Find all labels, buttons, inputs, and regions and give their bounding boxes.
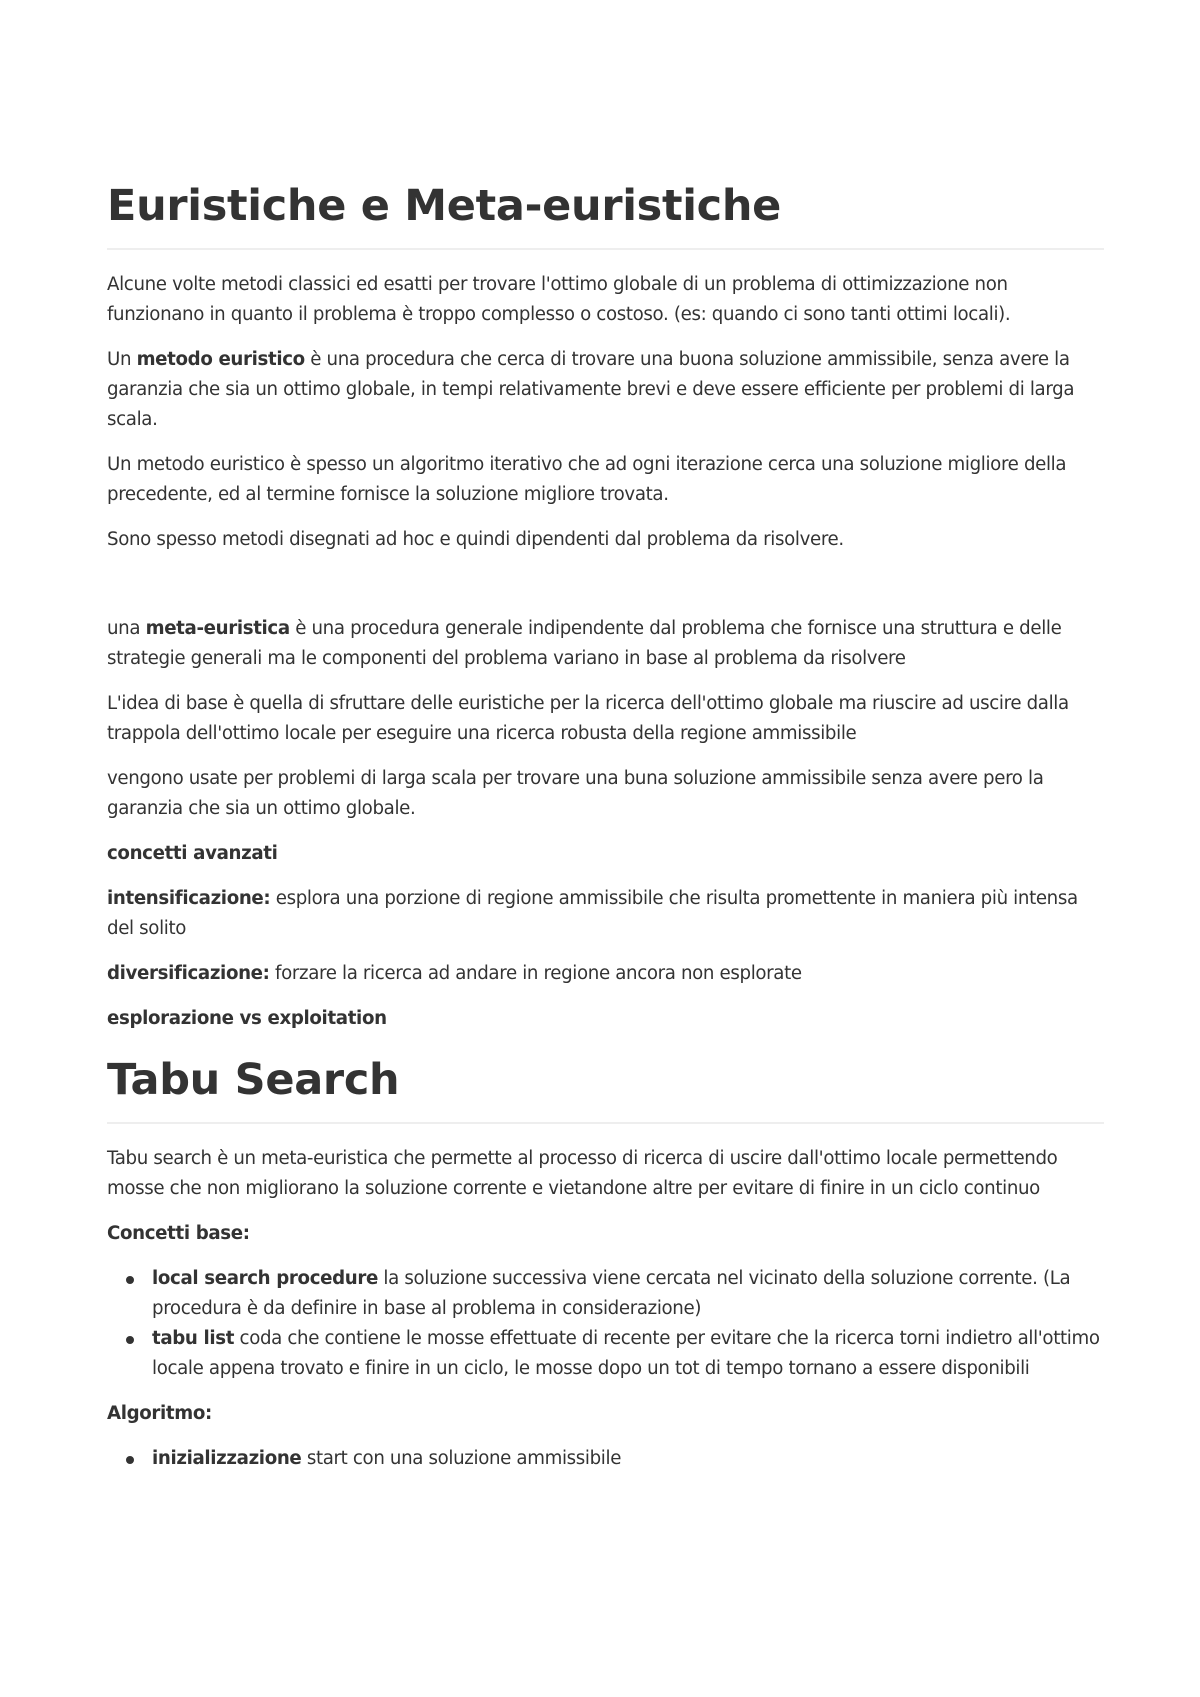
iterative-paragraph: Un metodo euristico è spesso un algoritmo iterativo che ad ogni iterazione cerca una soluzione migliore della precedente, ed al termine fornisce la soluzione migliore trovata. — [107, 454, 1067, 505]
exploration-text: esplorazione vs exploitation — [107, 1008, 387, 1029]
diversification-text: forzare la ricerca ad andare in regione ancora non esplorate — [269, 963, 802, 984]
initialization-text: start con una soluzione ammissibile — [301, 1448, 622, 1469]
tabu-list-term: tabu list — [152, 1328, 235, 1349]
idea-paragraph: L'idea di base è quella di sfruttare delle euristiche per la ricerca dell'ottimo globale ma riuscire ad uscire dalla trappola dell'ottimo locale per eseguire una ricerca robusta della regione ammissibile — [107, 693, 1069, 744]
base-concepts-label — [107, 1219, 1104, 1249]
diversification-term: diversificazione: — [107, 963, 270, 984]
list-item — [152, 1444, 1104, 1474]
usage-paragraph: vengono usate per problemi di larga scala per trovare una buna soluzione ammissibile senza avere pero la garanzia che sia un ottimo globale. — [107, 768, 1044, 819]
document-page — [107, 0, 1104, 1474]
diversification-paragraph — [107, 959, 1104, 989]
advanced-concepts-label — [107, 839, 1104, 869]
meta-def-prefix: una — [107, 618, 146, 639]
algorithm-label — [107, 1399, 1104, 1429]
intensification-text: esplora una porzione di regione ammissibile che risulta promettente in maniera più intensa del solito — [107, 888, 1078, 939]
heuristic-definition-paragraph — [107, 345, 1104, 435]
list-item — [152, 1264, 1104, 1324]
meta-definition-paragraph — [107, 614, 1104, 674]
intensification-paragraph — [107, 884, 1104, 944]
algorithm-list — [107, 1444, 1104, 1474]
base-concepts-text: Concetti base: — [107, 1223, 250, 1244]
local-search-term: local search procedure — [152, 1268, 378, 1289]
heuristic-def-term: metodo euristico — [136, 349, 305, 370]
section-title-euristiche: Euristiche e Meta-euristiche — [107, 178, 1104, 250]
meta-def-term: meta-euristica — [145, 618, 290, 639]
local-search-text: la soluzione successiva viene cercata nel vicinato della soluzione corrente. (La procedura è da definire in base al problema in considerazione) — [152, 1268, 1071, 1319]
algorithm-text: Algoritmo: — [107, 1403, 212, 1424]
heuristic-def-prefix: Un — [107, 349, 137, 370]
heuristic-def-text: è una procedura che cerca di trovare una buona soluzione ammissibile, senza avere la garanzia che sia un ottimo globale, in tempi relativamente brevi e deve essere efficiente per problemi di larga scala. — [107, 349, 1075, 430]
meta-def-text: è una procedura generale indipendente dal problema che fornisce una struttura e delle strategie generali ma le componenti del problema variano in base al problema da risolvere — [107, 618, 1062, 669]
advanced-concepts-text: concetti avanzati — [107, 843, 278, 864]
intro-paragraph: Alcune volte metodi classici ed esatti per trovare l'ottimo globale di un problema di ottimizzazione non funzionano in quanto il problema è troppo complesso o costoso. (es: quando ci sono tanti ottimi locali). — [107, 274, 1011, 325]
exploration-label — [107, 1004, 1104, 1034]
list-item — [152, 1324, 1104, 1384]
section-title-tabu-search: Tabu Search — [107, 1052, 1104, 1124]
intensification-term: intensificazione: — [107, 888, 271, 909]
tabu-intro-paragraph: Tabu search è un meta-euristica che permette al processo di ricerca di uscire dall'ottimo locale permettendo mosse che non migliorano la soluzione corrente e vietandone altre per evitare di finire in un ciclo continuo — [107, 1148, 1058, 1199]
tabu-list-text: coda che contiene le mosse effettuate di recente per evitare che la ricerca torni indietro all'ottimo locale appena trovato e finire in un ciclo, le mosse dopo un tot di tempo tornano a essere disponibili — [152, 1328, 1100, 1379]
base-concepts-list — [107, 1264, 1104, 1384]
adhoc-paragraph: Sono spesso metodi disegnati ad hoc e quindi dipendenti dal problema da risolvere. — [107, 529, 844, 550]
initialization-term: inizializzazione — [152, 1448, 302, 1469]
